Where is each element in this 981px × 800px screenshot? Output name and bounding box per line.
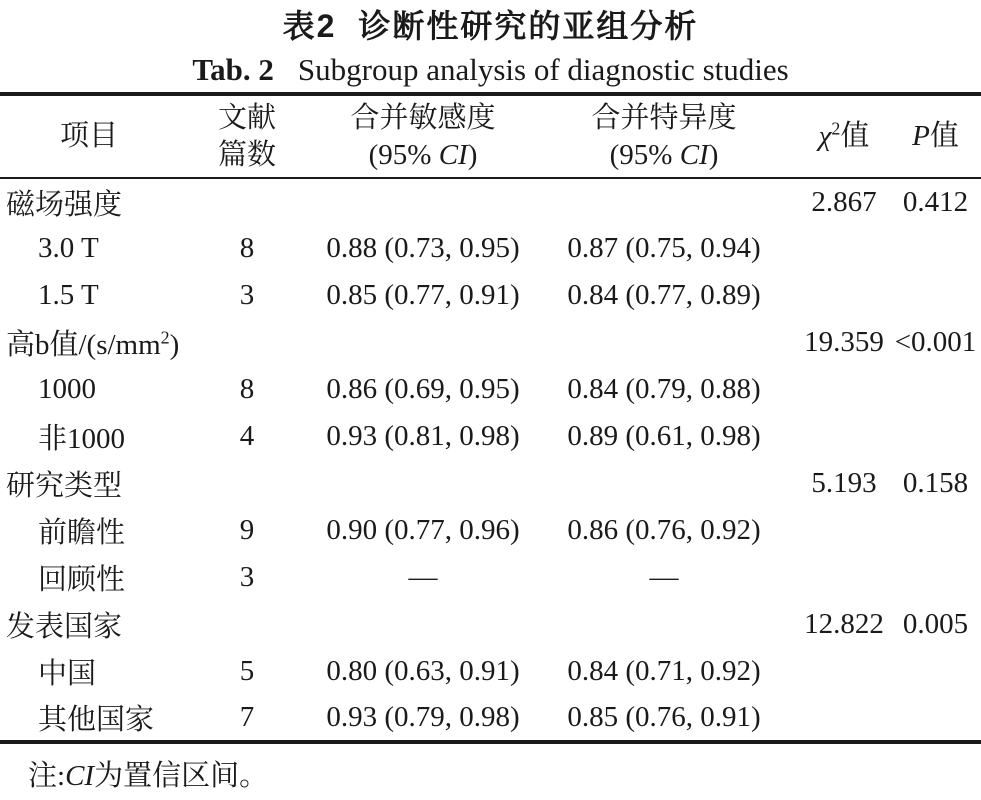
sensitivity-cell: 0.93 (0.81, 0.98): [326, 420, 520, 452]
p-cell: [890, 695, 981, 742]
n-studies-cell: 5: [239, 655, 255, 687]
n-studies-cell: 8: [239, 232, 255, 264]
specificity-cell: 0.84 (0.71, 0.92): [567, 655, 761, 687]
chi-symbol: χ: [818, 120, 832, 152]
n-studies-cell: [178, 601, 316, 648]
table-row-other-countries: [0, 695, 981, 742]
row-label: 1.5 T: [38, 279, 99, 311]
header-row: [0, 94, 981, 178]
p-cell: 0.005: [902, 608, 969, 640]
n-studies-cell: 7: [239, 701, 255, 733]
column-header-n-studies: 文献 篇数: [217, 101, 276, 171]
sensitivity-cell: 0.90 (0.77, 0.96): [326, 514, 520, 546]
specificity-cell: 0.85 (0.76, 0.91): [567, 701, 761, 733]
chi2-cell: 12.822: [804, 608, 884, 640]
specificity-cell: [530, 460, 798, 507]
table-row-prospective: [0, 507, 981, 554]
ci-abbrev: CI: [65, 760, 95, 792]
chi2-cell: 2.867: [811, 185, 877, 218]
row-label: 高b值$/(s/mm^2)$: [6, 327, 180, 361]
table-row-3.0T: [0, 225, 981, 272]
subgroup-analysis-table: [0, 92, 981, 744]
specificity-cell: 0.86 (0.76, 0.92): [567, 514, 761, 546]
chi2-cell: [798, 272, 890, 319]
footnote-text: 为置信区间。: [94, 760, 269, 792]
n-studies-cell: 3: [239, 279, 255, 311]
chi2-cell: [798, 225, 890, 272]
p-cell: [890, 413, 981, 460]
ci-abbrev: CI: [438, 138, 468, 171]
chi2-cell: [798, 554, 890, 601]
row-label: 发表国家: [6, 611, 123, 643]
chi2-cell: [798, 695, 890, 742]
p-cell: 0.412: [902, 185, 969, 218]
row-label: 其他国家: [38, 704, 155, 736]
p-cell: [890, 507, 981, 554]
n-studies-cell: [178, 460, 316, 507]
chi2-cell: [798, 648, 890, 695]
table-row-1.5T: [0, 272, 981, 319]
row-label: 非1000: [38, 423, 126, 455]
row-label: 前瞻性: [38, 517, 126, 549]
sensitivity-cell: 0.86 (0.69, 0.95): [326, 373, 520, 405]
specificity-cell: —: [649, 561, 679, 593]
n-studies-cell: 3: [239, 561, 255, 593]
sensitivity-cell: 0.88 (0.73, 0.95): [326, 232, 520, 264]
table-row-b1000: [0, 366, 981, 413]
footnote-prefix: 注:: [28, 760, 66, 792]
table-row-section-b-value: [0, 319, 981, 366]
column-header-p: P值: [912, 120, 959, 152]
column-header-item: 项目: [59, 120, 118, 152]
specificity-cell: [530, 178, 798, 225]
p-cell: [890, 648, 981, 695]
n-studies-cell: 8: [239, 373, 255, 405]
column-header-chi2: $\chi^2$值: [818, 118, 870, 152]
table-footnote: [0, 757, 981, 795]
specificity-cell: 0.84 (0.79, 0.88): [567, 373, 761, 405]
chi2-cell: 19.359: [804, 326, 884, 358]
chi2-cell: [798, 366, 890, 413]
specificity-cell: [530, 319, 798, 366]
p-cell: <0.001: [894, 326, 977, 358]
specificity-cell: 0.89 (0.61, 0.98): [567, 420, 761, 452]
n-studies-cell: [178, 178, 316, 225]
table-row-section-country: [0, 601, 981, 648]
n-studies-cell: 4: [239, 420, 255, 452]
table-title-en-text: Subgroup analysis of diagnostic studies: [297, 52, 789, 87]
column-header-sensitivity: 合并敏感度 (95% CI): [350, 101, 496, 171]
n-studies-cell: [178, 319, 316, 366]
table-number-zh: 表2: [282, 8, 337, 44]
chi2-cell: [798, 507, 890, 554]
p-cell: [890, 366, 981, 413]
sensitivity-cell: [316, 601, 530, 648]
p-symbol: P: [912, 120, 930, 152]
table-row-section-field-strength: [0, 178, 981, 225]
sensitivity-cell: 0.85 (0.77, 0.91): [326, 279, 520, 311]
p-cell: 0.158: [902, 467, 969, 499]
ci-abbrev: CI: [679, 138, 709, 171]
chi2-cell: 5.193: [811, 467, 877, 499]
row-label: 回顾性: [38, 564, 126, 596]
table-row-section-study-type: [0, 460, 981, 507]
table-row-china: [0, 648, 981, 695]
n-studies-cell: 9: [239, 514, 255, 546]
table-row-b-non1000: [0, 413, 981, 460]
sensitivity-cell: —: [408, 561, 438, 593]
sensitivity-cell: 0.80 (0.63, 0.91): [326, 655, 520, 687]
sensitivity-cell: [316, 319, 530, 366]
row-label: 研究类型: [6, 470, 123, 502]
sensitivity-cell: [316, 178, 530, 225]
table-row-retrospective: [0, 554, 981, 601]
sensitivity-cell: 0.93 (0.79, 0.98): [326, 701, 520, 733]
chi2-cell: [798, 413, 890, 460]
specificity-cell: [530, 601, 798, 648]
specificity-cell: 0.84 (0.77, 0.89): [567, 279, 761, 311]
column-header-specificity: 合并特异度 (95% CI): [591, 101, 737, 171]
sensitivity-cell: [316, 460, 530, 507]
row-label: 中国: [38, 658, 97, 690]
p-cell: [890, 272, 981, 319]
table-title-zh-text: 诊断性研究的亚组分析: [358, 8, 699, 44]
table-title-en: [0, 48, 981, 92]
p-cell: [890, 225, 981, 272]
row-label: 磁场强度: [6, 188, 123, 221]
specificity-cell: 0.87 (0.75, 0.94): [567, 232, 761, 264]
row-label: 3.0 T: [38, 232, 99, 264]
p-cell: [890, 554, 981, 601]
table-title-zh: [0, 0, 981, 48]
row-label: 1000: [38, 373, 96, 405]
table-number-en: Tab. 2: [192, 52, 274, 87]
